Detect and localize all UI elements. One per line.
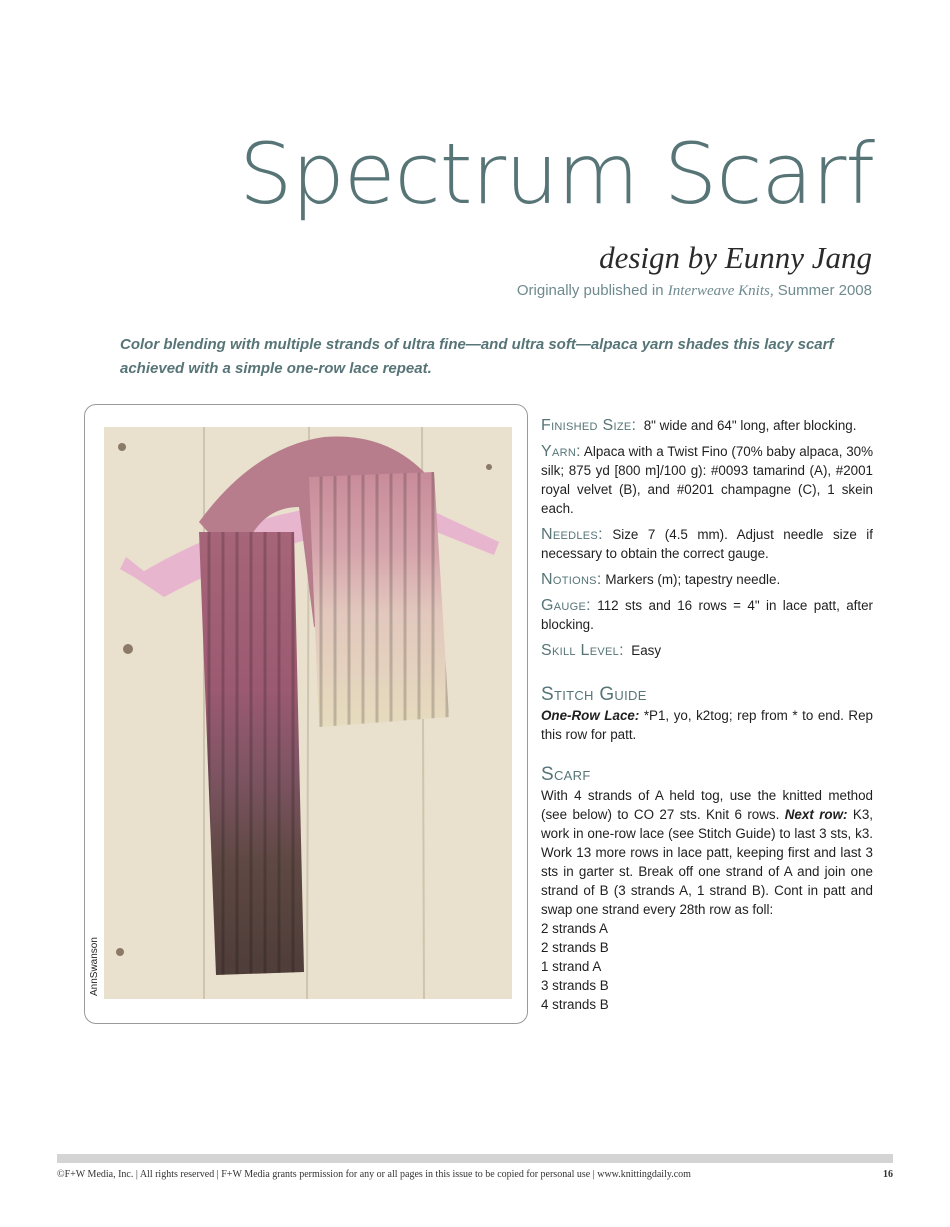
stitch-guide-text: [541, 706, 873, 744]
spec-label: Finished Size:: [541, 417, 637, 434]
stitch-guide-term: One-Row Lace:: [541, 708, 640, 723]
footer-copyright: ©F+W Media, Inc. | All rights reserved | F+W Media grants permission for any or all pages in this issue to be copied for personal use | www.knittingdaily.com: [57, 1169, 691, 1180]
spec-needles: [541, 525, 873, 563]
scarf-next-row-term: Next row:: [784, 807, 848, 822]
footer: [57, 1169, 893, 1180]
publication-suffix: Summer 2008: [773, 282, 872, 299]
intro-paragraph: Color blending with multiple strands of ultra fine—and ultra soft—alpaca yarn shades this lacy scarf achieved with a simple one-row lace repeat.: [120, 336, 834, 377]
footer-bar: [57, 1154, 893, 1163]
spec-label: Gauge:: [541, 597, 591, 614]
spec-label: Notions:: [541, 571, 602, 588]
scarf-heading: Scarf: [541, 764, 591, 785]
stitch-guide-instructions: *P1, yo, k2tog; rep from * to end. Rep this row for patt.: [541, 708, 873, 742]
spec-label: Needles:: [541, 526, 603, 543]
strand-step: 3 strands B: [541, 978, 609, 993]
page-number: 16: [883, 1169, 893, 1180]
publication-note: [517, 282, 872, 300]
strand-step: 2 strands A: [541, 921, 608, 936]
page-title: Spectrum Scarf: [239, 125, 874, 223]
spec-value: Easy: [631, 643, 662, 658]
scarf-photo: [104, 427, 512, 999]
publication-prefix: Originally published in: [516, 282, 668, 299]
scarf-photo-illustration: [104, 427, 512, 999]
spec-gauge: [541, 596, 873, 634]
strand-step: 2 strands B: [541, 940, 609, 955]
strand-step: 4 strands B: [541, 997, 609, 1012]
spec-value: 112 sts and 16 rows = 4" in lace patt, after blocking.: [541, 598, 873, 632]
stitch-guide-heading: Stitch Guide: [541, 684, 647, 705]
designer-byline: design by Eunny Jang: [599, 240, 872, 275]
spec-value: 8" wide and 64" long, after blocking.: [643, 418, 857, 433]
spec-label: Yarn:: [541, 443, 581, 460]
spec-value: Size 7 (4.5 mm). Adjust needle size if necessary to obtain the correct gauge.: [541, 527, 873, 561]
spec-yarn: [541, 442, 873, 518]
scarf-text-1: With 4 strands of A held tog, use the knitted method (see below) to CO 27 sts. Knit 6 rows.: [541, 788, 873, 822]
strand-step: 1 strand A: [541, 959, 602, 974]
spec-notions: [541, 570, 873, 589]
spec-finished-size: [541, 416, 873, 435]
spec-value: Alpaca with a Twist Fino (70% baby alpaca, 30% silk; 875 yd [800 m]/100 g): #0093 tamarind (A), #2001 royal velvet (B), and #0201 champagne (C), 1 skein each.: [541, 444, 873, 516]
spec-label: Skill Level:: [541, 642, 624, 659]
scarf-text-2: K3, work in one-row lace (see Stitch Guide) to last 3 sts, k3. Work 13 more rows in lace patt, keeping first and last 3 sts in garter st. Break off one strand of A and join one strand of B (3 strands A, 1 strand B). Cont in patt and swap one strand every 28th row as foll:: [541, 807, 873, 917]
publication-source: Interweave Knits,: [667, 283, 774, 299]
scarf-instructions: [541, 786, 873, 919]
spec-skill-level: [541, 641, 873, 660]
spec-value: Markers (m); tapestry needle.: [605, 572, 781, 587]
pattern-details: [541, 416, 873, 1014]
photo-credit: AnnSwanson: [89, 937, 100, 996]
